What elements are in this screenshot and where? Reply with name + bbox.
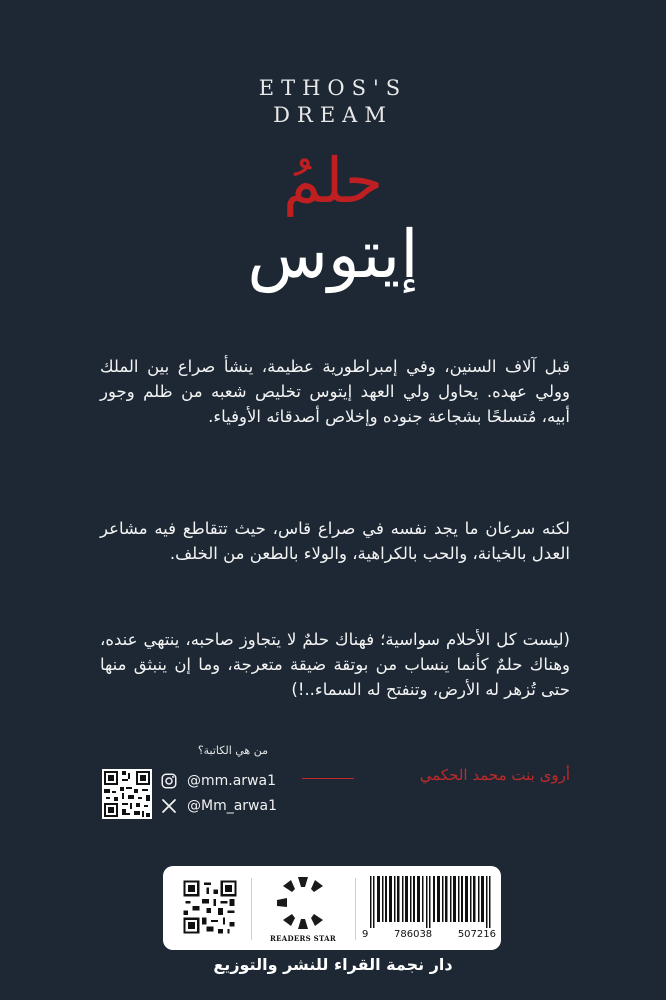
readers-star-logo-icon <box>271 873 335 935</box>
isbn-group-2: 507216 <box>457 929 496 940</box>
x-handle: @Mm_arwa1 <box>187 798 277 814</box>
author-divider <box>302 778 354 779</box>
barcode-icon <box>368 876 492 928</box>
author-name: أروى بنت محمد الحكمي <box>419 766 570 784</box>
x-link[interactable] <box>160 796 277 816</box>
arabic-title-line-1: حلمُ <box>282 144 384 217</box>
arabic-title-line-2: إيتوس <box>247 216 419 293</box>
x-logo-icon <box>160 797 178 815</box>
synopsis-paragraph-2: لكنه سرعان ما يجد نفسه في صراع قاس، حيث تتقاطع فيه مشاعر العدل بالخيانة، والحب بالكراهية، والولاء بالطعن من الخلف. <box>100 519 570 563</box>
isbn-group-1: 786038 <box>394 929 433 940</box>
synopsis-paragraph-1: قبل آلاف السنين، وفي إمبراطورية عظيمة، ينشأ صراع بين الملك وولي عهده. يحاول ولي العهد إيتوس تخليص شعبه من ظلم وجور أبيه، مُتسلحًا بشجاعة جنوده وإخلاص أصدقائه الأوفياء. <box>100 357 570 426</box>
english-title-line-1: ETHOS'S <box>258 76 408 100</box>
isbn-prefix: 9 <box>362 929 369 940</box>
synopsis-quote: (ليست كل الأحلام سواسية؛ فهناك حلمٌ لا يتجاوز صاحبه، ينتهي عنده، وهناك حلمٌ كأنما ينساب من بوتقة ضيقة متعرجة، وما إن ينبثق منها حتى تُزهر له الأرض، وتنفتح له السماء..!) <box>100 630 570 699</box>
qr-code-icon[interactable] <box>102 769 152 819</box>
publisher-name: دار نجمة القراء للنشر والتوزيع <box>213 955 453 974</box>
instagram-link[interactable] <box>160 771 276 791</box>
publisher-qr-code-icon[interactable] <box>181 878 239 936</box>
who-is-author-label: من هي الكاتبة؟ <box>197 744 268 757</box>
publisher-logo-label: READERS STAR <box>269 934 337 943</box>
instagram-handle: @mm.arwa1 <box>187 773 276 789</box>
panel-divider <box>251 878 252 940</box>
panel-divider <box>355 878 356 940</box>
english-title-line-2: DREAM <box>273 103 393 127</box>
instagram-icon <box>160 772 178 790</box>
isbn-number <box>362 929 496 940</box>
